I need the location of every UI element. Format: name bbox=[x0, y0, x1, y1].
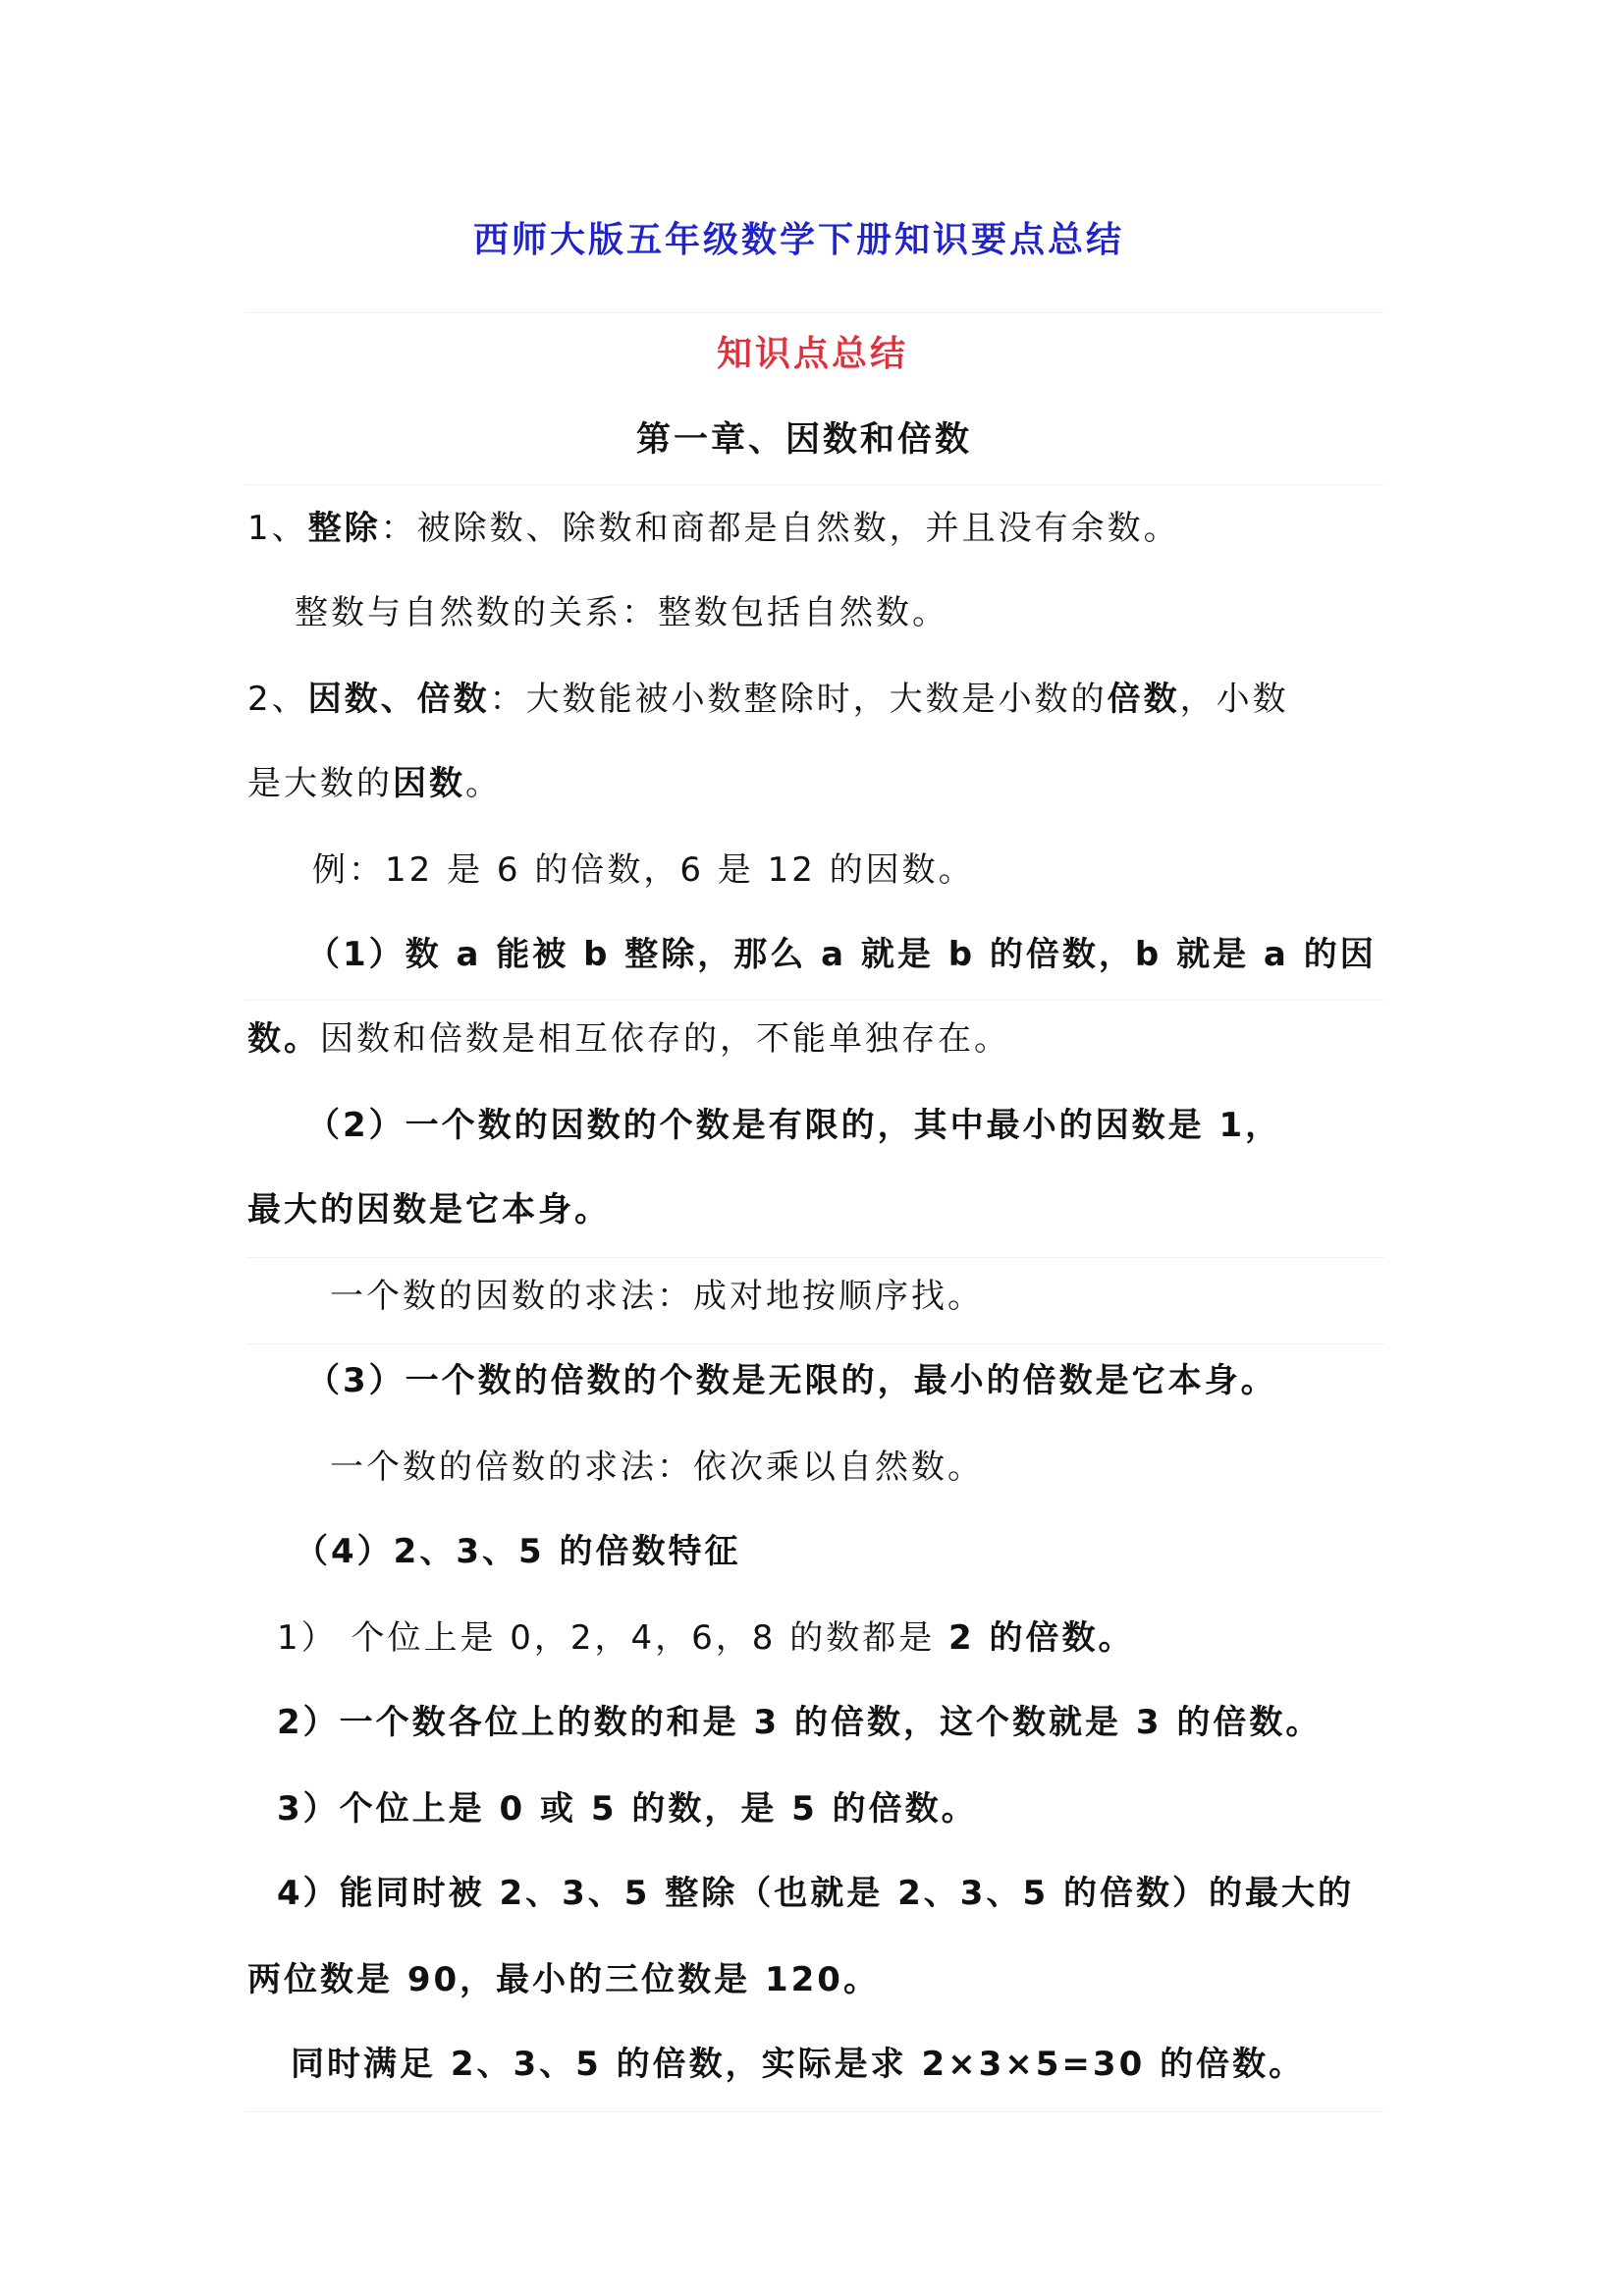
rule-line bbox=[245, 2111, 1384, 2112]
term-divisible: 整除 bbox=[307, 509, 381, 548]
keyword-factor: 因数 bbox=[393, 764, 465, 803]
rule-line bbox=[245, 484, 1384, 485]
document-title: 西师大版五年级数学下册知识要点总结 bbox=[473, 219, 1125, 260]
item-1-definition bbox=[247, 507, 1180, 550]
item-2-definition-cont bbox=[247, 762, 502, 805]
item-2-example: 例：12 是 6 的倍数，6 是 12 的因数。 bbox=[312, 850, 975, 890]
point-4-title: （4）2、3、5 的倍数特征 bbox=[295, 1532, 741, 1571]
rule-1-bold: 2 的倍数。 bbox=[948, 1618, 1135, 1658]
item-body: 。 bbox=[465, 764, 502, 803]
keyword-multiple: 倍数 bbox=[1107, 680, 1180, 719]
point-3-line-1: （3）一个数的倍数的个数是无限的，最小的倍数是它本身。 bbox=[306, 1361, 1277, 1400]
point-4-rule-2: 2）一个数各位上的数的和是 3 的倍数，这个数就是 3 的倍数。 bbox=[277, 1703, 1323, 1742]
term-factor-multiple: 因数、倍数 bbox=[307, 680, 490, 719]
rule-1-text: 1） 个位上是 0，2，4，6，8 的数都是 bbox=[277, 1618, 949, 1658]
item-body: ，小数 bbox=[1179, 680, 1289, 719]
item-2-definition bbox=[247, 678, 1289, 721]
item-body: ：被除数、除数和商都是自然数，并且没有余数。 bbox=[380, 509, 1180, 548]
item-number: 2、 bbox=[247, 680, 308, 719]
chapter-title: 第一章、因数和倍数 bbox=[636, 420, 973, 460]
item-number: 1、 bbox=[247, 509, 308, 548]
item-body: 是大数的 bbox=[247, 764, 393, 803]
point-4-rule-3: 3）个位上是 0 或 5 的数，是 5 的倍数。 bbox=[277, 1789, 978, 1829]
point-4-rule-4-line-1: 4）能同时被 2、3、5 整除（也就是 2、3、5 的倍数）的最大的 bbox=[277, 1874, 1354, 1913]
point-3-method: 一个数的倍数的求法：依次乘以自然数。 bbox=[330, 1448, 984, 1487]
point-2-line-2: 最大的因数是它本身。 bbox=[247, 1190, 611, 1230]
point-4-rule-4-line-2: 两位数是 90，最小的三位数是 120。 bbox=[247, 1960, 880, 1999]
rule-line bbox=[245, 1343, 1384, 1344]
item-body: ：大数能被小数整除时，大数是小数的 bbox=[489, 680, 1108, 719]
point-1-rest: 因数和倍数是相互依存的，不能单独存在。 bbox=[320, 1019, 1010, 1059]
point-2-method: 一个数的因数的求法：成对地按顺序找。 bbox=[330, 1277, 984, 1316]
rule-line bbox=[245, 1000, 1384, 1001]
point-4-rule-1 bbox=[277, 1616, 1135, 1660]
rule-line bbox=[245, 1257, 1384, 1258]
item-1-note: 整数与自然数的关系：整数包括自然数。 bbox=[295, 593, 948, 632]
point-4-summary: 同时满足 2、3、5 的倍数，实际是求 2×3×5=30 的倍数。 bbox=[291, 2045, 1306, 2084]
point-1-line-1: （1）数 a 能被 b 整除，那么 a 就是 b 的倍数，b 就是 a 的因 bbox=[306, 935, 1377, 974]
point-1-bold-end: 数。 bbox=[247, 1019, 320, 1059]
point-1-line-2 bbox=[247, 1017, 1010, 1061]
section-title: 知识点总结 bbox=[717, 333, 909, 374]
rule-line bbox=[245, 312, 1384, 313]
point-2-line-1: （2）一个数的因数的个数是有限的，其中最小的因数是 1， bbox=[306, 1106, 1282, 1145]
